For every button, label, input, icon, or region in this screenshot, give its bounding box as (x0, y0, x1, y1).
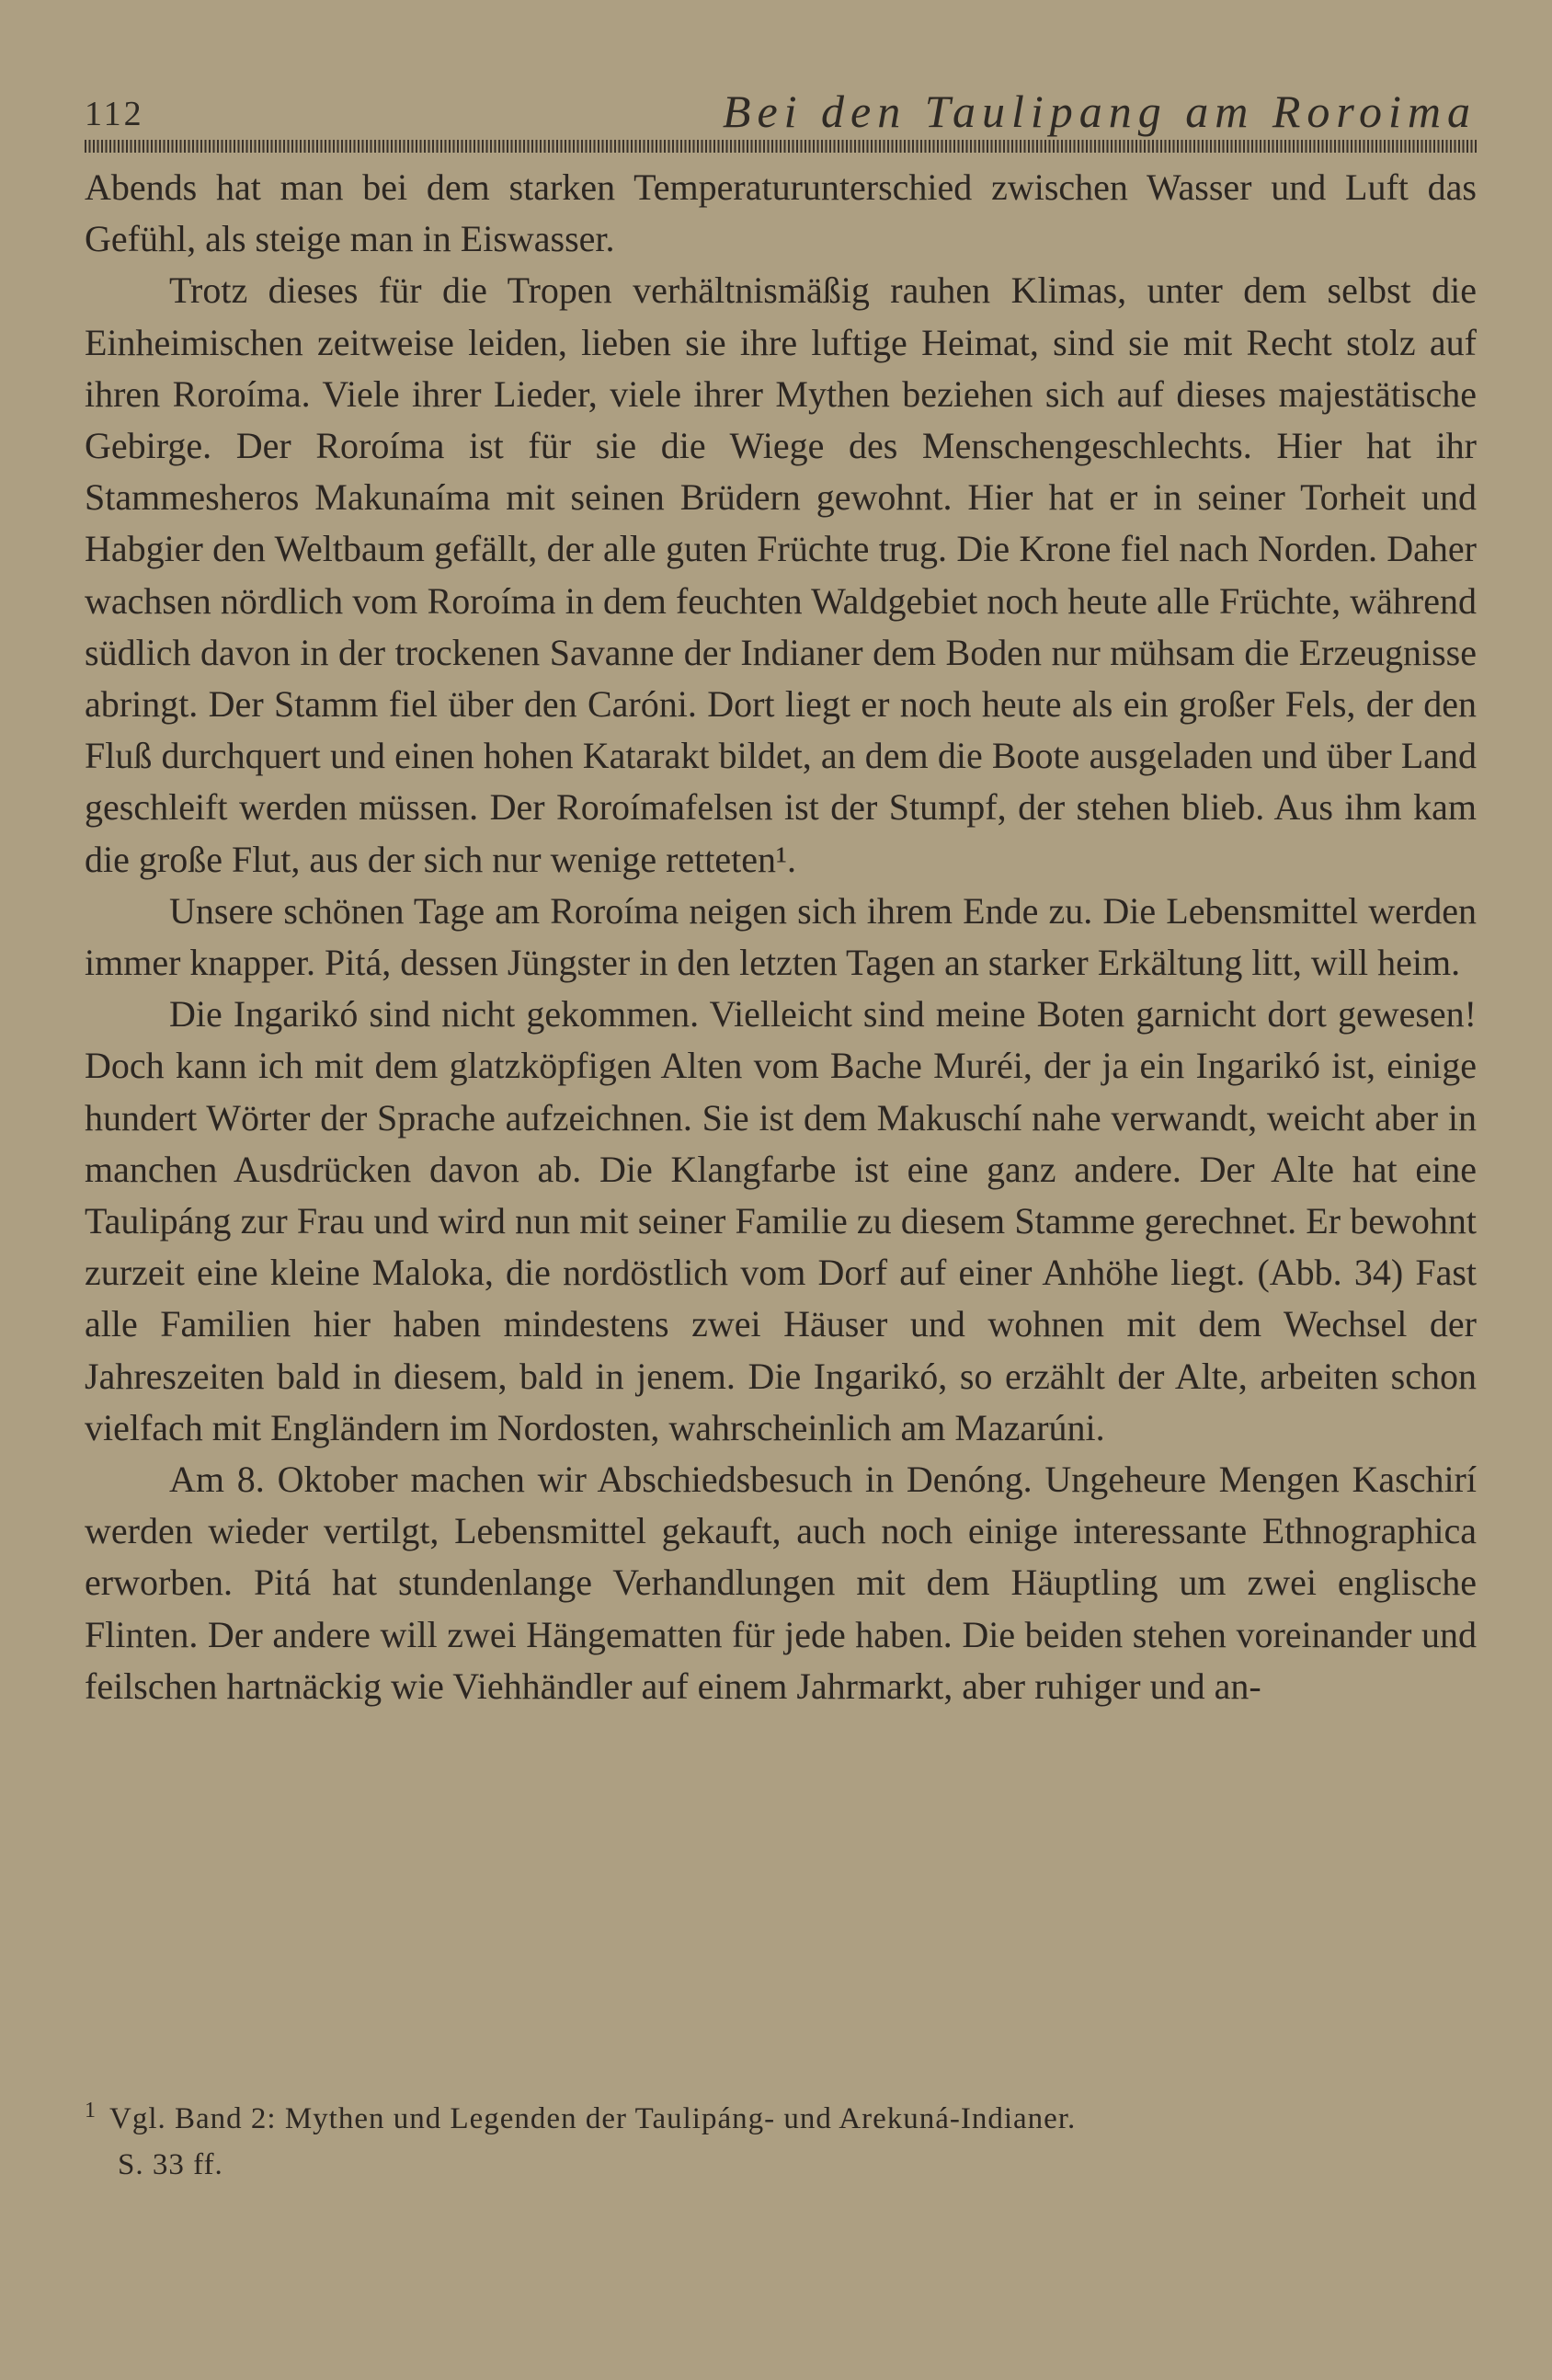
footnote (85, 2088, 1477, 2188)
body-text (85, 162, 1477, 1712)
footnote-line-1 (85, 2088, 1477, 2142)
footnote-marker: 1 (85, 2099, 97, 2123)
paragraph-3: Unsere schönen Tage am Roroíma neigen sich ihrem Ende zu. Die Lebensmittel werden immer knapper. Pitá, dessen Jüngster in den letzten Tagen an starker Erkältung litt, will heim. (85, 889, 1477, 984)
footnote-text-1: Vgl. Band 2: Mythen und Legenden der Taulipáng- und Arekuná-Indianer. (109, 2102, 1077, 2135)
page-header (85, 85, 1477, 140)
paragraph-4: Die Ingarikó sind nicht gekommen. Vielleicht sind meine Boten garnicht dort gewesen! Doch kann ich mit dem glatzköpfigen Alten vom Bache Muréi, der ja ein Ingarikó ist, einige hundert Wörter der Sprache aufzeichnen. Sie ist dem Makuschí nahe verwandt, weicht aber in manchen Ausdrücken davon ab. Die Klangfarbe ist eine ganz andere. Der Alte hat eine Taulipáng zur Frau und wird nun mit seiner Familie zu diesem Stamme gerechnet. Er bewohnt zurzeit eine kleine Maloka, die nordöstlich vom Dorf auf einer Anhöhe liegt. (Abb. 34) Fast alle Familien hier haben mindestens zwei Häuser und wohnen mit dem Wechsel der Jahreszeiten bald in diesem, bald in jenem. Die Ingarikó, so erzählt der Alte, arbeiten schon vielfach mit Engländern im Nordosten, wahrscheinlich am Mazarúni. (85, 993, 1477, 1448)
paragraph-5: Am 8. Oktober machen wir Abschiedsbesuch in Denóng. Ungeheure Mengen Kaschirí werden wieder vertilgt, Lebensmittel gekauft, auch noch einige interessante Ethnographica erworben. Pitá hat stundenlange Verhandlungen mit dem Häuptling um zwei englische Flinten. Der andere will zwei Hängematten für jede haben. Die beiden stehen voreinander und feilschen hartnäckig wie Viehhändler auf einem Jahrmarkt, aber ruhiger und an- (85, 1459, 1477, 1707)
paragraph-1: Abends hat man bei dem starken Temperaturunterschied zwischen Wasser und Luft das Gefühl, als steige man in Eiswasser. (85, 166, 1477, 260)
header-rule (85, 140, 1477, 153)
footnote-line-2: S. 33 ff. (118, 2148, 223, 2181)
page-number: 112 (85, 95, 144, 133)
running-title: Bei den Taulipang am Roroima (722, 86, 1477, 137)
paragraph-2: Trotz dieses für die Tropen verhältnismäßig rauhen Klimas, unter dem selbst die Einheimischen zeitweise leiden, lieben sie ihre luftige Heimat, sind sie mit Recht stolz auf ihren Roroíma. Viele ihrer Lieder, viele ihrer Mythen beziehen sich auf dieses majestätische Gebirge. Der Roroíma ist für sie die Wiege des Menschengeschlechts. Hier hat ihr Stammesheros Makunaíma mit seinen Brüdern gewohnt. Hier hat er in seiner Torheit und Habgier den Weltbaum gefällt, der alle guten Früchte trug. Die Krone fiel nach Norden. Daher wachsen nördlich vom Roroíma in dem feuchten Waldgebiet noch heute alle Früchte, während südlich davon in der trockenen Savanne der Indianer dem Boden nur mühsam die Erzeugnisse abringt. Der Stamm fiel über den Caróni. Dort liegt er noch heute als ein großer Fels, der den Fluß durchquert und einen hohen Katarakt bildet, an dem die Boote ausgeladen und über Land geschleift werden müssen. Der Roroímafelsen ist der Stumpf, der stehen blieb. Aus ihm kam die große Flut, aus der sich nur wenige retteten¹. (85, 269, 1477, 880)
